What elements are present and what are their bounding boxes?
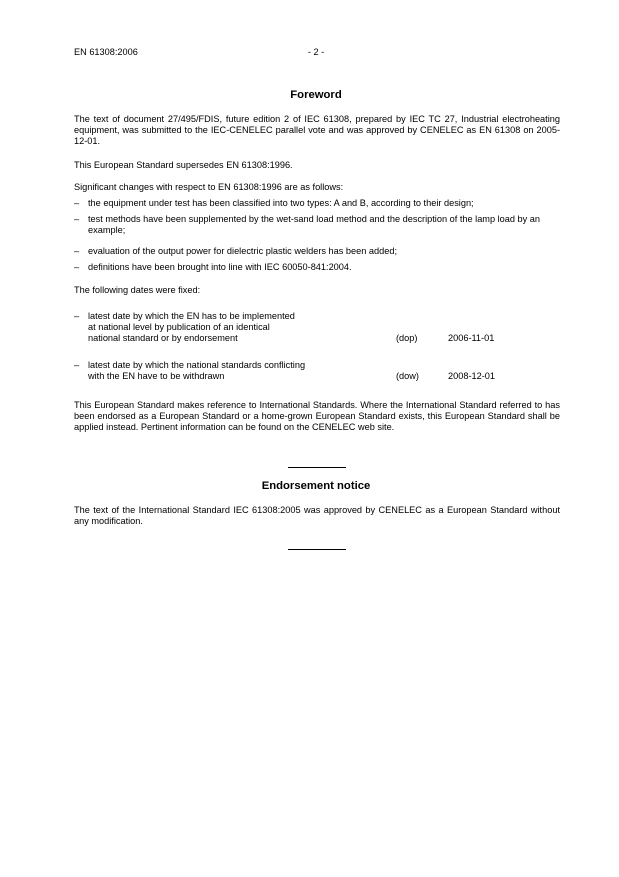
date-row-line: with the EN have to be withdrawn <box>88 371 225 381</box>
bullet-dash: – <box>74 214 80 224</box>
date-value: 2006-11-01 <box>448 333 495 343</box>
foreword-paragraph-1: The text of document 27/495/FDIS, future edition 2 of IEC 61308, prepared by IEC TC 27, Industrial electroheating equipment, was submitted to the IEC-CENELEC parallel vote and was approved by CENELEC as EN 61308 on 2005-12-01. <box>74 114 560 146</box>
endorsement-text: The text of the International Standard IEC 61308:2005 was approved by CENELEC as a European Standard without any modification. <box>74 505 560 526</box>
bullet-dash: – <box>74 246 80 256</box>
bullet-dash: – <box>74 262 80 272</box>
header-page-number: - 2 - <box>307 47 325 57</box>
date-value: 2008-12-01 <box>448 371 495 381</box>
section-divider <box>288 467 346 468</box>
section-divider <box>288 549 346 550</box>
endorsement-title: Endorsement notice <box>261 480 371 492</box>
date-row-line: latest date by which the EN has to be implemented <box>88 311 295 321</box>
list-item-text: definitions have been brought into line with IEC 60050-841:2004. <box>88 262 352 272</box>
bullet-dash: – <box>74 198 80 208</box>
date-row-description <box>88 311 388 344</box>
dates-intro: The following dates were fixed: <box>74 285 201 295</box>
header-doc-id: EN 61308:2006 <box>74 47 138 57</box>
date-row-dop <box>74 311 560 344</box>
list-item-text: the equipment under test has been classified into two types: A and B, according to their design; <box>88 198 474 208</box>
foreword-paragraph-3: Significant changes with respect to EN 61308:1996 are as follows: <box>74 182 344 192</box>
bullet-dash: – <box>74 360 80 370</box>
date-row-line: national standard or by endorsement <box>88 333 238 343</box>
list-item-text: evaluation of the output power for dielectric plastic welders has been added; <box>88 246 397 256</box>
foreword-paragraph-2: This European Standard supersedes EN 61308:1996. <box>74 160 293 170</box>
date-abbreviation: (dop) <box>396 333 418 343</box>
foreword-paragraph-final: This European Standard makes reference to International Standards. Where the International Standard referred to has been endorsed as a European Standard or a home-grown European Standard exists, this European Standard shall be applied instead. Pertinent information can be found on the CENELEC web site. <box>74 400 560 432</box>
foreword-title: Foreword <box>290 89 342 101</box>
bullet-dash: – <box>74 311 80 321</box>
date-row-dow <box>74 360 560 393</box>
date-abbreviation: (dow) <box>396 371 419 381</box>
date-row-line: latest date by which the national standards conflicting <box>88 360 306 370</box>
date-row-line: at national level by publication of an identical <box>88 322 270 332</box>
date-row-description <box>88 360 388 382</box>
list-item-text: test methods have been supplemented by the wet-sand load method and the description of the lamp load by an example; <box>88 214 541 235</box>
